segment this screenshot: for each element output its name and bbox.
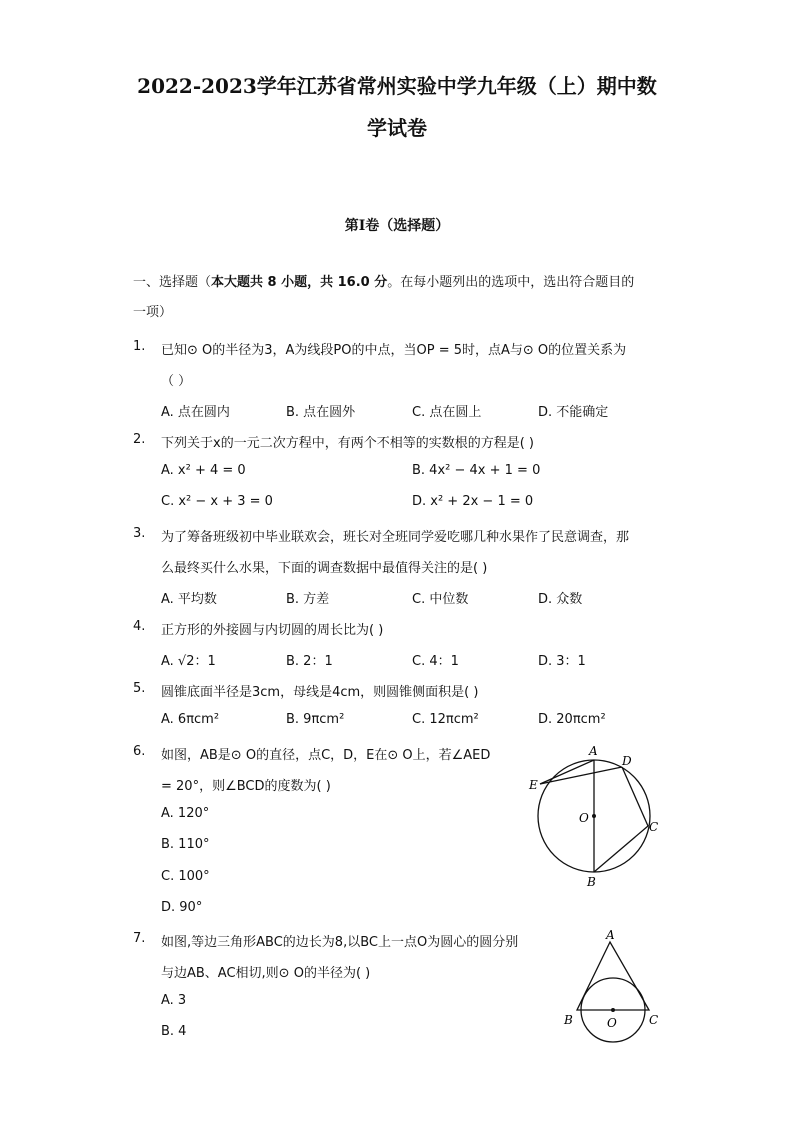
- option-c[interactable]: C. 点在圆上: [412, 405, 482, 420]
- label-b: B: [564, 1013, 573, 1027]
- option-d[interactable]: D. 不能确定: [538, 405, 609, 420]
- question-text: 已知⊙ O的半径为3，A为线段PO的中点，当OP = 5时，点A与⊙ O的位置关系为: [161, 343, 627, 358]
- option-d[interactable]: D. 90°: [161, 900, 203, 915]
- question-text: 如图,等边三角形ABC的边长为8,以BC上一点O为圆心的圆分别: [161, 935, 519, 950]
- question-number: 6.: [133, 744, 146, 759]
- option-b[interactable]: B. 方差: [286, 592, 330, 607]
- intro-suffix: 。在每小题列出的选项中，选出符合题目的: [387, 275, 635, 290]
- label-a: A: [606, 928, 615, 942]
- option-b[interactable]: B. 9πcm²: [286, 712, 345, 727]
- question-number: 7.: [133, 931, 146, 946]
- paper-title-line-1: 2022-2023学年江苏省常州实验中学九年级（上）期中数: [137, 74, 657, 98]
- figure-q7-triangle-diagram: [560, 928, 670, 1053]
- option-c[interactable]: C. 中位数: [412, 592, 469, 607]
- question-number: 1.: [133, 339, 146, 354]
- option-a[interactable]: A. 120°: [161, 806, 210, 821]
- label-a: A: [589, 744, 598, 758]
- option-b[interactable]: B. 4: [161, 1024, 187, 1039]
- question-text: 下列关于x的一元二次方程中，有两个不相等的实数根的方程是( ): [161, 436, 534, 451]
- option-b[interactable]: B. 110°: [161, 837, 210, 852]
- option-a[interactable]: A. 3: [161, 993, 187, 1008]
- option-b[interactable]: B. 点在圆外: [286, 405, 356, 420]
- paper-title-line-2: 学试卷: [367, 116, 427, 140]
- question-text: 么最终买什么水果，下面的调查数据中最值得关注的是( ): [161, 561, 488, 576]
- question-number: 2.: [133, 432, 146, 447]
- option-d[interactable]: D. 20πcm²: [538, 712, 606, 727]
- option-d[interactable]: D. 众数: [538, 592, 583, 607]
- option-a[interactable]: A. x² + 4 = 0: [161, 463, 246, 478]
- label-b: B: [587, 875, 596, 889]
- part-intro: [133, 268, 673, 328]
- question-text: 为了筹备班级初中毕业联欢会，班长对全班同学爱吃哪几种水果作了民意调查，那: [161, 530, 630, 545]
- center-point: [592, 814, 596, 818]
- option-b[interactable]: B. 4x² − 4x + 1 = 0: [412, 463, 541, 478]
- option-d[interactable]: D. x² + 2x − 1 = 0: [412, 494, 534, 509]
- intro-line-2: 一项）: [133, 305, 173, 320]
- option-d[interactable]: D. 3：1: [538, 654, 586, 669]
- label-c: C: [649, 820, 659, 834]
- question-text: 正方形的外接圆与内切圆的周长比为( ): [161, 623, 384, 638]
- option-a[interactable]: A. √2：1: [161, 654, 216, 669]
- question-text: = 20°，则∠BCD的度数为( ): [161, 779, 331, 794]
- option-c[interactable]: C. 4：1: [412, 654, 459, 669]
- question-number: 5.: [133, 681, 146, 696]
- question-number: 4.: [133, 619, 146, 634]
- label-c: C: [649, 1013, 659, 1027]
- question-text: 圆锥底面半径是3cm，母线是4cm，则圆锥侧面积是( ): [161, 685, 479, 700]
- option-a[interactable]: A. 6πcm²: [161, 712, 220, 727]
- label-o: O: [607, 1016, 617, 1030]
- label-d: D: [622, 754, 632, 768]
- chord-dc: [622, 767, 648, 826]
- option-c[interactable]: C. 100°: [161, 869, 210, 884]
- label-o: O: [579, 811, 589, 825]
- label-e: E: [529, 778, 538, 792]
- question-text: 如图，AB是⊙ O的直径，点C，D，E在⊙ O上，若∠AED: [161, 748, 491, 763]
- center-point: [611, 1008, 615, 1012]
- option-a[interactable]: A. 平均数: [161, 592, 217, 607]
- intro-bold: 本大题共 8 小题，共 16.0 分: [211, 275, 388, 290]
- question-text: 与边AB、AC相切,则⊙ O的半径为( ): [161, 966, 371, 981]
- question-number: 3.: [133, 526, 146, 541]
- figure-q6-circle-diagram: [525, 740, 670, 895]
- section-heading: 第I卷（选择题）: [344, 218, 450, 234]
- option-a[interactable]: A. 点在圆内: [161, 405, 230, 420]
- option-c[interactable]: C. x² − x + 3 = 0: [161, 494, 273, 509]
- triangle-abc: [577, 942, 649, 1010]
- chord-ed: [540, 767, 622, 784]
- chord-ea: [540, 760, 594, 784]
- question-text: （ ）: [161, 374, 192, 389]
- intro-prefix: 一、选择题（: [133, 275, 212, 290]
- option-b[interactable]: B. 2：1: [286, 654, 333, 669]
- option-c[interactable]: C. 12πcm²: [412, 712, 479, 727]
